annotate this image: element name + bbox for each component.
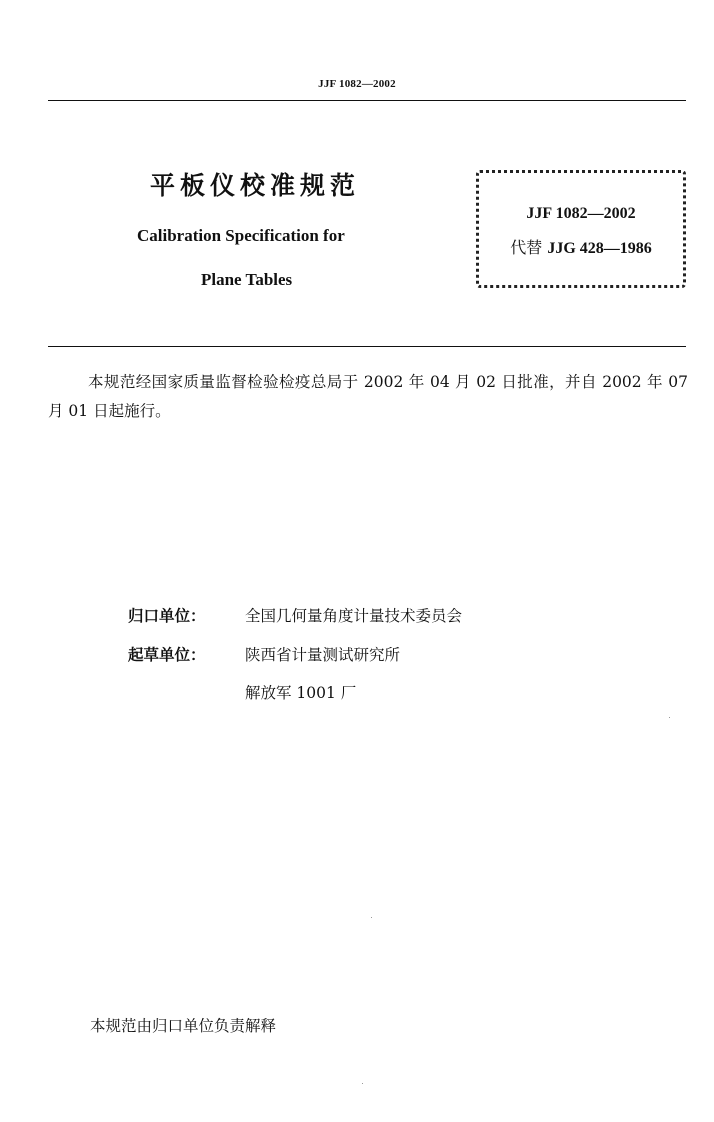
top-divider — [48, 100, 686, 101]
interpretation-note: 本规范由归口单位负责解释 — [90, 1017, 277, 1035]
title-english-line-1: Calibration Specification for — [137, 226, 345, 245]
responsible-unit-label: 归口单位： — [128, 607, 206, 625]
drafting-unit-value-1: 陕西省计量测试研究所 — [245, 646, 401, 664]
drafting-unit-value-2: 解放军 1001 厂 — [245, 684, 357, 702]
middle-divider — [48, 346, 686, 347]
title-chinese: 平板仪校准规范 — [150, 171, 361, 200]
approval-statement: 本规范经国家质量监督检验检疫总局于 2002 年 04 月 02 日批准，并自 2002 年 07 月 01 日起施行。 — [48, 373, 688, 420]
scan-speck — [371, 917, 372, 918]
standard-code-frame — [476, 170, 686, 288]
replaces-prefix: 代替 — [510, 238, 543, 257]
replaced-standard-code: JJG 428—1986 — [547, 240, 652, 257]
responsible-unit-value: 全国几何量角度计量技术委员会 — [245, 607, 463, 625]
scan-speck — [362, 1083, 363, 1084]
standard-number: JJF 1082—2002 — [526, 205, 636, 222]
drafting-unit-label: 起草单位： — [128, 646, 206, 664]
replaces-line — [476, 235, 686, 258]
scan-speck — [669, 717, 670, 718]
title-english-line-2: Plane Tables — [201, 270, 293, 289]
header-standard-code: JJF 1082—2002 — [318, 78, 396, 90]
